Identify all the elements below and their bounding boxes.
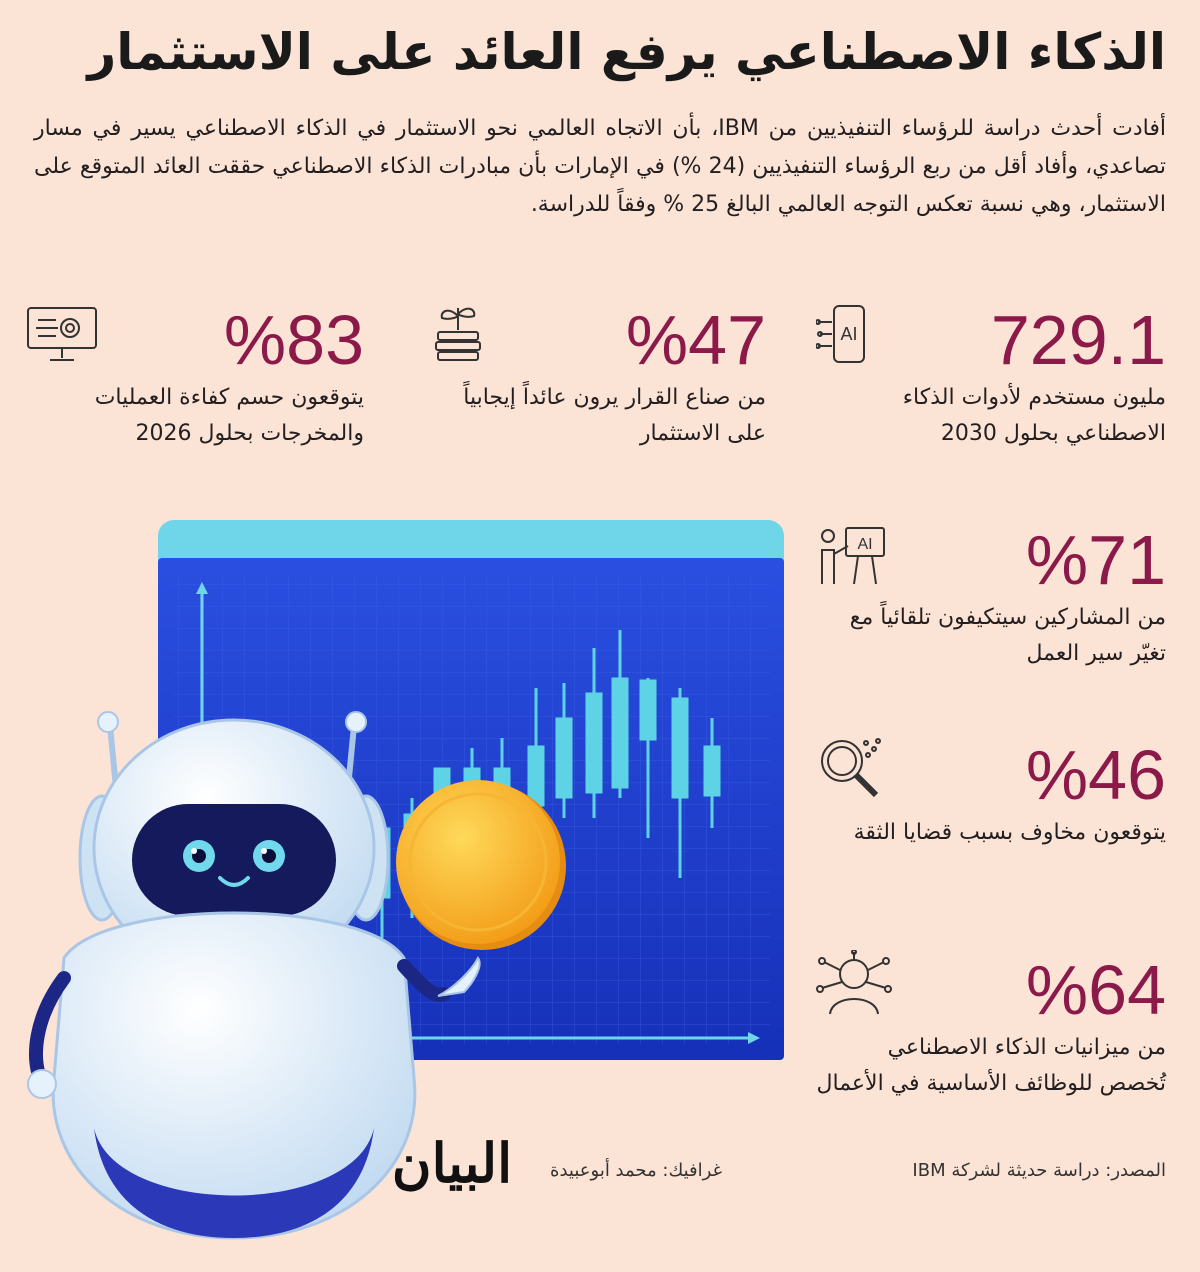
stat-trust: [816, 735, 1166, 851]
page-title: الذكاء الاصطناعي يرفع العائد على الاستثمار: [87, 23, 1166, 81]
magnifier-icon: [816, 735, 886, 799]
ai-presenter-icon: [816, 524, 888, 588]
stat-description: مليون مستخدم لأدوات الذكاء الاصطناعي بحلول 2030: [902, 385, 1166, 446]
stat-value: 729.1: [990, 301, 1166, 379]
stat-value: %71: [1025, 521, 1166, 599]
ai-head-icon: [816, 950, 892, 1016]
svg-text:AI: AI: [857, 536, 873, 553]
stat-description: يتوقعون مخاوف بسبب قضايا الثقة: [853, 820, 1166, 845]
albayan-logo: البيان: [391, 1131, 513, 1195]
stat-value: %64: [1025, 951, 1166, 1029]
intro-paragraph: أفادت أحدث دراسة للرؤساء التنفيذيين من IBM، بأن الاتجاه العالمي نحو الاستثمار في الذكاء الاصطناعي يسير في مسار تصاعدي، وأفاد أقل من ربع الرؤساء التنفيذيين (24 %) في الإمارات بأن مبادرات الذكاء الاصطناعي حققت العائد المتوقع على الاستثمار، وهي نسبة تعكس التوجه العالمي البالغ 25 % وفقاً للدراسة.: [34, 116, 1167, 217]
stat-description: من صناع القرار يرون عائداً إيجابياً على الاستثمار: [463, 385, 766, 446]
stat-positive-roi: [426, 300, 766, 452]
stat-adapt: [816, 520, 1166, 672]
graphic-credit: غرافيك: محمد أبوعبيدة: [550, 1160, 722, 1181]
stat-description: من المشاركين سيتكيفون تلقائياً مع تغيّر سير العمل: [849, 605, 1166, 666]
svg-text:AI: AI: [840, 324, 858, 344]
gear-monitor-icon: [24, 304, 100, 364]
source-note: المصدر: دراسة حديثة لشركة IBM: [912, 1160, 1166, 1181]
stat-description: من ميزانيات الذكاء الاصطناعي تُخصص للوظائف الأساسية في الأعمال: [816, 1035, 1166, 1096]
stat-users: [816, 300, 1166, 452]
stat-budget: [816, 950, 1166, 1102]
stat-description: يتوقعون حسم كفاءة العمليات والمخرجات بحلول 2026: [94, 385, 364, 446]
stat-value: %47: [625, 301, 766, 379]
stat-value: %83: [223, 301, 364, 379]
growth-coins-icon: [426, 300, 490, 370]
ai-phone-icon: [816, 302, 880, 366]
stat-value: %46: [1025, 736, 1166, 814]
stat-efficiency: [24, 300, 364, 452]
